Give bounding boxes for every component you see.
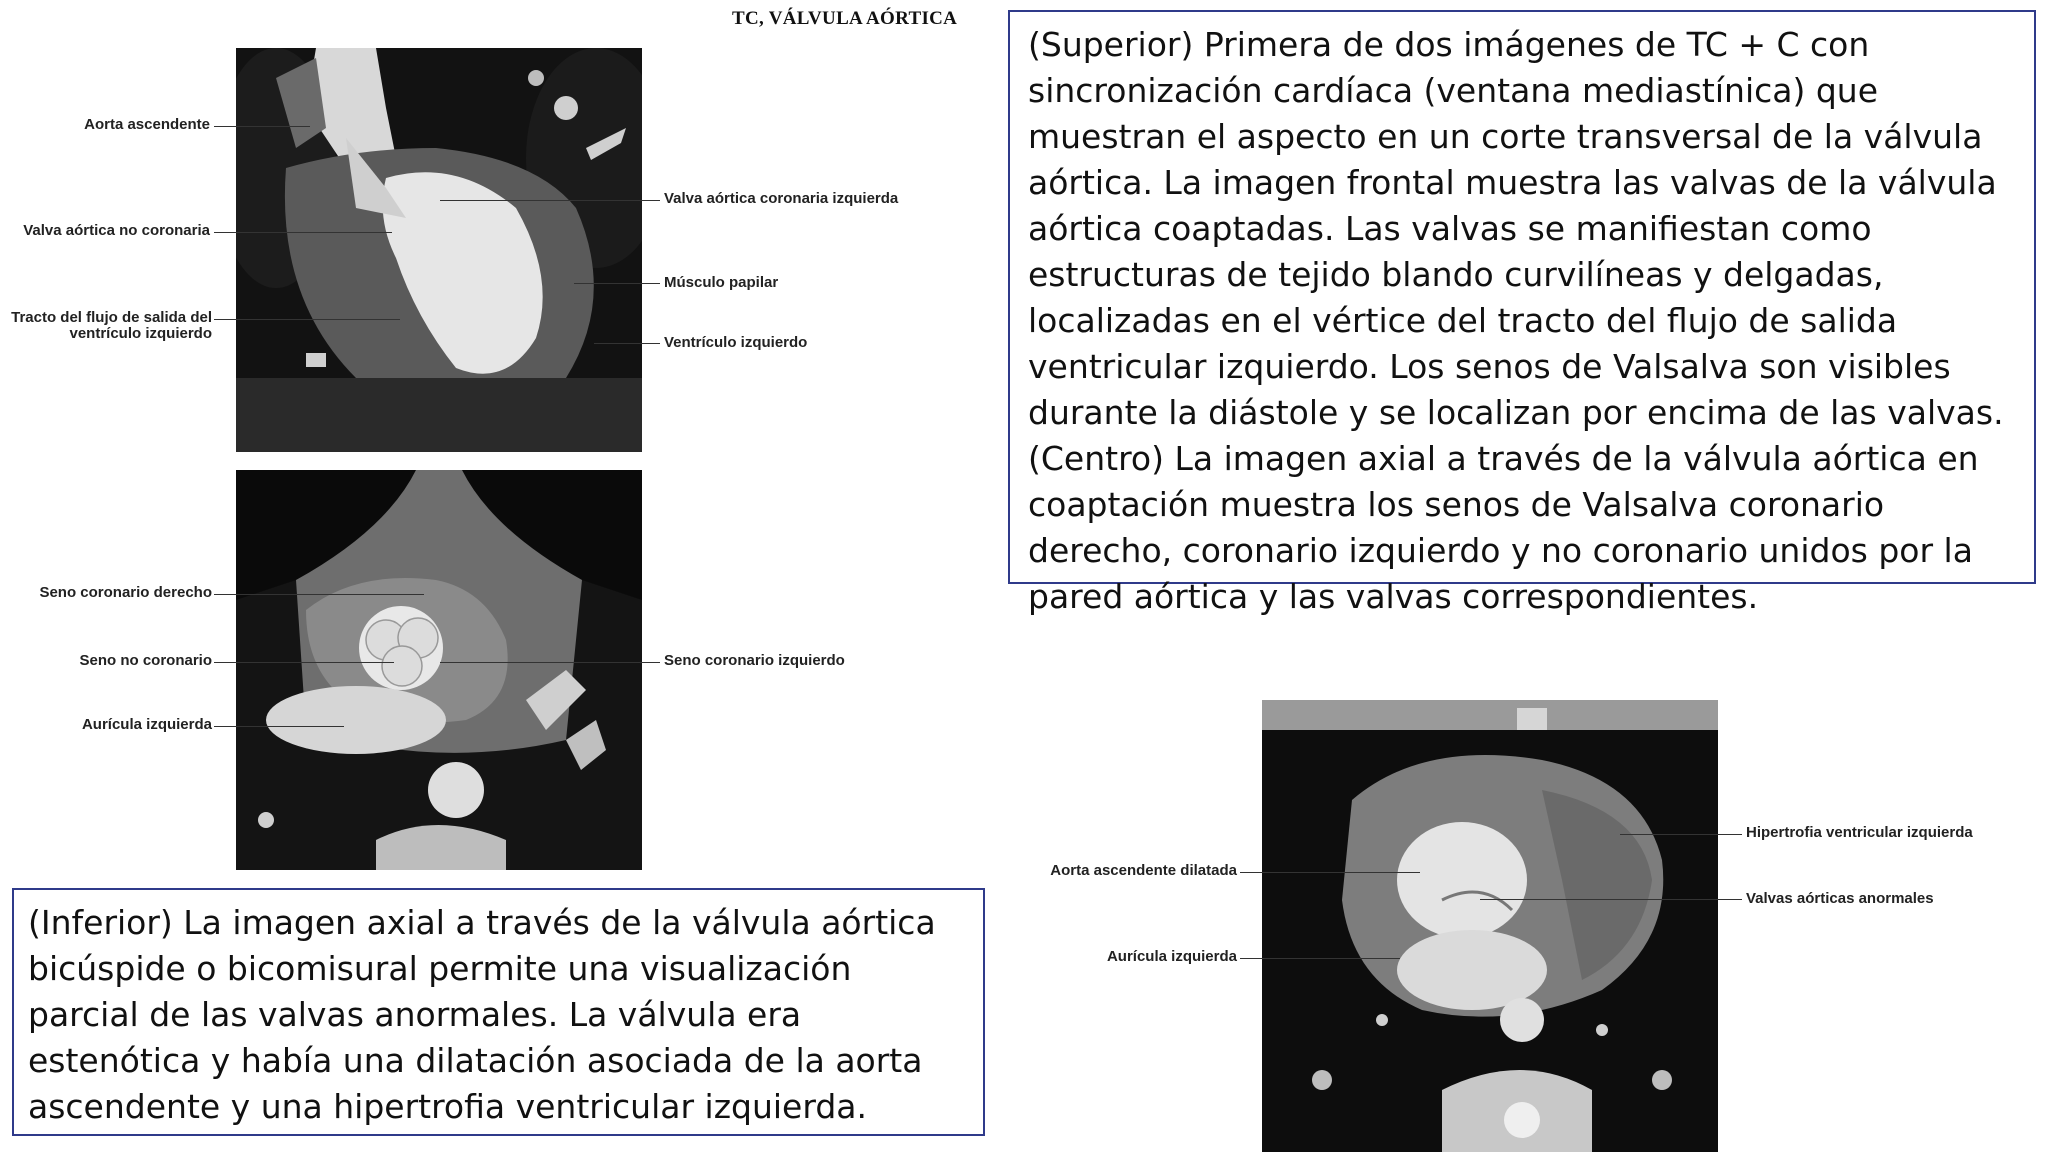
leader-line bbox=[1240, 958, 1400, 959]
ct-image-coronal bbox=[236, 48, 642, 452]
label-valva-coronaria-izquierda: Valva aórtica coronaria izquierda bbox=[664, 190, 899, 207]
label-musculo-papilar: Músculo papilar bbox=[664, 274, 779, 291]
label-tracto-flujo-salida: Tracto del flujo de salida del ventrículo izquierdo bbox=[11, 309, 212, 342]
label-seno-no-coronario: Seno no coronario bbox=[79, 652, 212, 669]
leader-line bbox=[594, 343, 660, 344]
leader-line bbox=[440, 662, 660, 663]
leader-line bbox=[214, 232, 392, 233]
caption-box-top bbox=[1008, 10, 2036, 616]
ct-image-axial-normal bbox=[236, 470, 642, 870]
label-auricula-izquierda-bottom: Aurícula izquierda bbox=[1106, 948, 1237, 965]
label-seno-coronario-derecho: Seno coronario derecho bbox=[39, 584, 212, 601]
label-seno-coronario-izquierdo: Seno coronario izquierdo bbox=[664, 652, 845, 669]
caption-box-bottom bbox=[12, 888, 985, 1136]
leader-line bbox=[574, 283, 660, 284]
label-valva-no-coronaria: Valva aórtica no coronaria bbox=[23, 222, 210, 239]
ct-image-axial-bicuspid bbox=[1262, 700, 1718, 1152]
caption-top-text: (Superior) Primera de dos imágenes de TC + C con sincronización cardíaca (ventana mediastínica) que muestran el aspecto en un corte transversal de la válvula aórtica. La imagen frontal muestra las valvas de la válvula aórtica coaptadas. Las valvas se manifiestan como estructuras de tejido blando curvilíneas y delgadas, localizadas en el vértice del tracto del flujo de salida ventricular izquierdo. Los senos de Valsalva son visibles durante la diástole y se localizan por encima de las valvas. (Centro) La imagen axial a través de la válvula aórtica en coaptación muestra los senos de Valsalva coronario derecho, coronario izquierdo y no coronario unidos por la pared aórtica y las valvas correspondientes. bbox=[1028, 25, 2004, 616]
leader-line bbox=[214, 726, 344, 727]
leader-line bbox=[1240, 872, 1420, 873]
ct-coronal-graphic bbox=[236, 48, 642, 452]
label-valvas-aorticas-anormales: Valvas aórticas anormales bbox=[1746, 890, 1934, 907]
leader-line bbox=[1480, 899, 1742, 900]
label-ventriculo-izquierdo: Ventrículo izquierdo bbox=[664, 334, 808, 351]
ct-axial-graphic bbox=[236, 470, 642, 870]
leader-line bbox=[214, 319, 400, 320]
leader-line bbox=[1620, 834, 1742, 835]
figure-title: TC, VÁLVULA AÓRTICA bbox=[732, 8, 958, 29]
label-aorta-ascendente: Aorta ascendente bbox=[84, 116, 210, 133]
label-hipertrofia-ventricular: Hipertrofia ventricular izquierda bbox=[1746, 824, 1973, 841]
leader-line bbox=[214, 594, 424, 595]
label-auricula-izquierda: Aurícula izquierda bbox=[81, 716, 212, 733]
label-aorta-ascendente-dilatada: Aorta ascendente dilatada bbox=[1050, 862, 1237, 879]
ct-bicuspid-graphic bbox=[1262, 700, 1718, 1152]
caption-bottom-text: (Inferior) La imagen axial a través de la válvula aórtica bicúspide o bicomisural permite una visualización parcial de las valvas anormales. La válvula era estenótica y había una dilatación asociada de la aorta ascendente y una hipertrofia ventricular izquierda. bbox=[28, 903, 936, 1126]
leader-line bbox=[214, 126, 310, 127]
leader-line bbox=[440, 200, 660, 201]
leader-line bbox=[214, 662, 394, 663]
